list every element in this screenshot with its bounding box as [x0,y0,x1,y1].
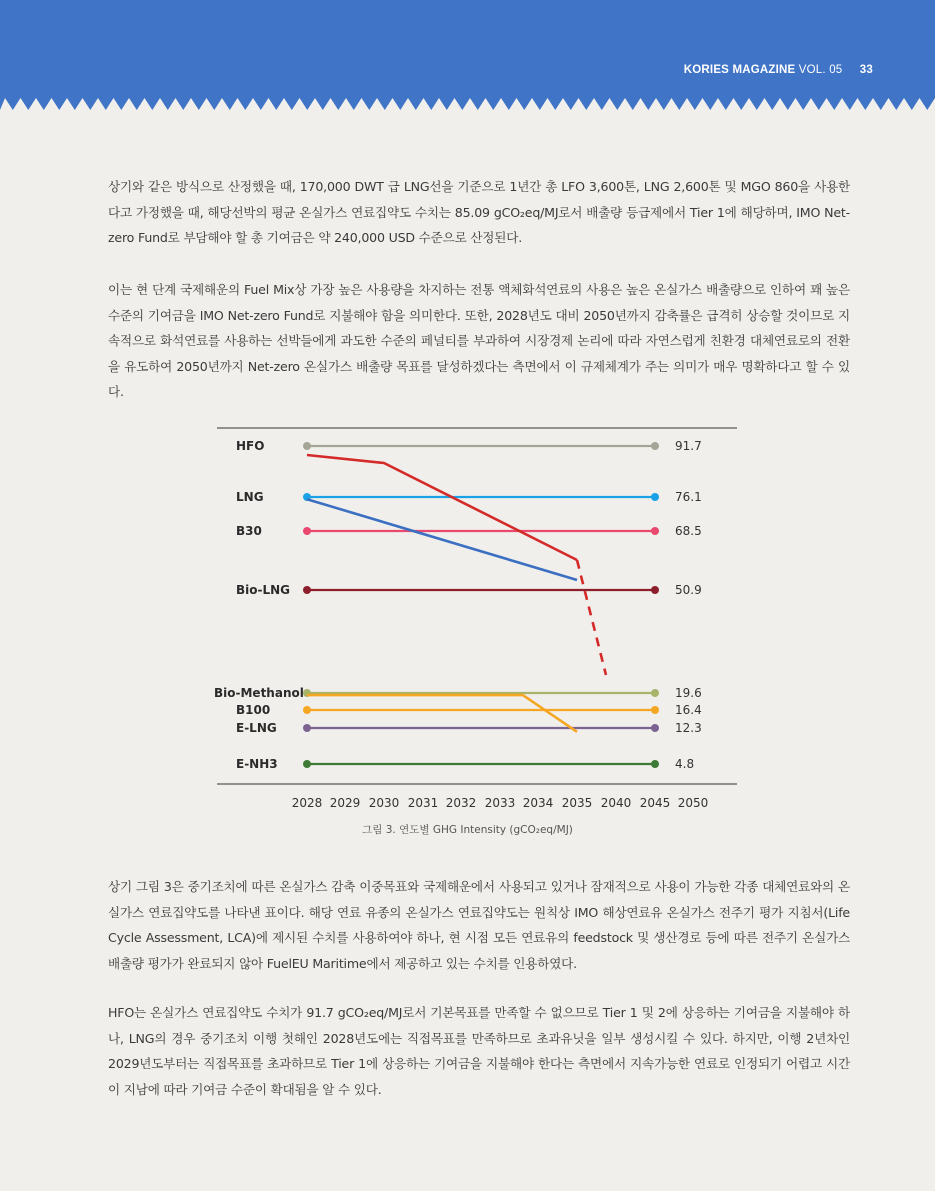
fuel-point-start [303,706,311,714]
fuel-name-label: Bio-LNG [236,583,291,597]
fuel-point-end [651,493,659,501]
running-header [684,64,873,76]
x-tick-label: 2050 [677,796,709,810]
x-tick-label: 2030 [368,796,400,810]
paragraph-3: 상기 그림 3은 중기조치에 따른 온실가스 감축 이중목표와 국제해운에서 사용되고 있거나 잠재적으로 사용이 가능한 각종 대체연료와의 온실가스 연료집약도를 나타낸 표이다. 해당 연료 유종의 온실가스 연료집약도는 원칙상 IMO 해상연료유 온실가스 전주기 평가 지침서(Life Cycle Assessment, LCA)에 제시된 수치를 사용하여야 하나, 현 시점 모든 연료유의 feedstock 및 생산경로 등에 따른 전주기 온실가스 배출량 평가가 완료되지 않아 FuelEU Maritime에서 제공하고 있는 수치를 인용하였다. [108,879,850,971]
volume-label: VOL. 05 [798,64,843,76]
ghg-intensity-chart [0,420,935,840]
target-line-2 [307,695,577,732]
paragraph-1: 상기와 같은 방식으로 산정했을 때, 170,000 DWT 급 LNG선을 기준으로 1년간 총 LFO 3,600톤, LNG 2,600톤 및 MGO 860을 사용한다고 가정했을 때, 해당선박의 평균 온실가스 연료집약도 수치는 85.09 gCO₂eq/MJ로서 배출량 등급제에서 Tier 1에 해당하며, IMO Net-zero Fund로 부담해야 할 총 기여금은 약 240,000 USD 수준으로 산정된다. [108,179,850,246]
fuel-name-label: Bio-Methanol [214,686,304,700]
fuel-point-start [303,724,311,732]
x-tick-label: 2040 [600,796,632,810]
header-band [0,0,935,112]
fuel-point-start [303,760,311,768]
x-tick-label: 2028 [291,796,323,810]
x-tick-label: 2029 [329,796,361,810]
x-tick-label: 2031 [407,796,439,810]
fuel-point-end [651,706,659,714]
fuel-value-label: 12.3 [675,721,702,735]
fuel-name-label: HFO [236,439,265,453]
header-zigzag-shape [0,0,935,110]
fuel-point-start [303,586,311,594]
fuel-point-start [303,442,311,450]
paragraph-2: 이는 현 단계 국제해운의 Fuel Mix상 가장 높은 사용량을 차지하는 전통 액체화석연료의 사용은 높은 온실가스 배출량으로 인하여 꽤 높은 수준의 기여금을 IMO Net-zero Fund로 지불해야 함을 의미한다. 또한, 2028년도 대비 2050년까지 감축률은 급격히 상승할 것이므로 지속적으로 화석연료를 사용하는 선박들에게 과도한 수준의 페널티를 부과하여 시장경제 논리에 따라 자연스럽게 친환경 대체연료로의 전환을 유도하여 2050년까지 Net-zero 온실가스 배출량 목표를 달성하겠다는 측면에서 이 규제체계가 주는 의미가 매우 명확하다고 할 수 있다. [108,282,850,400]
x-tick-label: 2032 [445,796,477,810]
target-line-dashed [577,560,606,675]
target-line-0 [307,455,577,560]
fuel-name-label: B100 [236,703,271,717]
x-tick-label: 2034 [522,796,554,810]
fuel-value-label: 91.7 [675,439,702,453]
fuel-point-end [651,586,659,594]
fuel-point-end [651,527,659,535]
fuel-value-label: 76.1 [675,490,702,504]
fuel-value-label: 4.8 [675,757,695,771]
fuel-name-label: B30 [236,524,262,538]
fuel-point-end [651,760,659,768]
fuel-value-label: 16.4 [675,703,702,717]
fuel-point-end [651,442,659,450]
fuel-value-label: 19.6 [675,686,702,700]
fuel-name-label: E-NH3 [236,757,278,771]
figure-caption: 그림 3. 연도별 GHG Intensity (gCO₂eq/MJ) [362,824,573,836]
fuel-value-label: 68.5 [675,524,702,538]
fuel-point-end [651,724,659,732]
fuel-value-label: 50.9 [675,583,702,597]
x-tick-label: 2035 [561,796,593,810]
x-tick-label: 2045 [639,796,671,810]
fuel-point-start [303,527,311,535]
fuel-name-label: LNG [236,490,264,504]
magazine-name: KORIES MAGAZINE [683,64,796,76]
x-tick-label: 2033 [484,796,516,810]
fuel-name-label: E-LNG [236,721,277,735]
page-number: 33 [859,64,873,76]
paragraph-4: HFO는 온실가스 연료집약도 수치가 91.7 gCO₂eq/MJ로서 기본목표를 만족할 수 없으므로 Tier 1 및 2에 상응하는 기여금을 지불해야 하나, LNG의 경우 중기조치 이행 첫해인 2028년도에는 직접목표를 만족하므로 초과유닛을 일부 생성시킬 수 있다. 하지만, 이행 2년차인 2029년도부터는 직접목표를 초과하므로 Tier 1에 상응하는 기여금을 지불해야 한다는 측면에서 지속가능한 연료로 인정되기 어렵고 시간이 지남에 따라 기여금 수준이 확대됨을 알 수 있다. [108,1005,850,1097]
fuel-point-end [651,689,659,697]
